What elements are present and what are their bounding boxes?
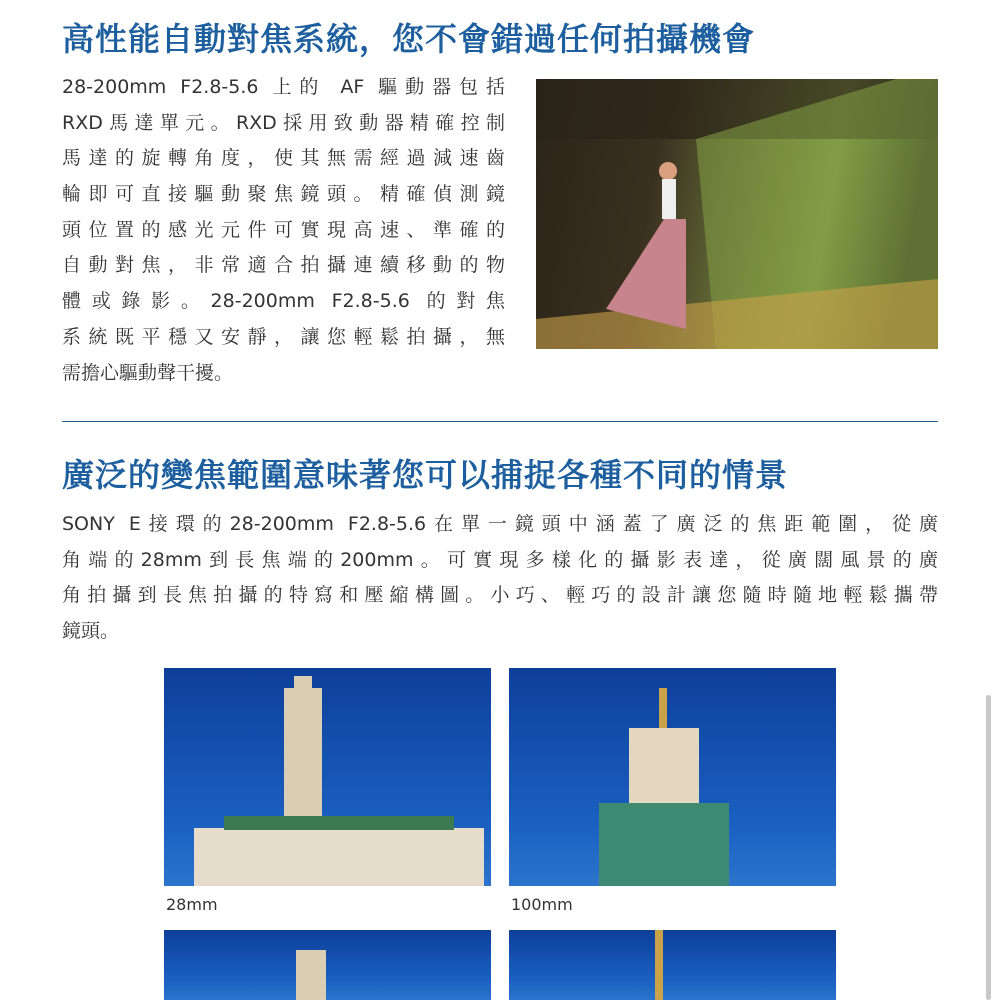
autofocus-description [62,70,505,391]
mosque-photo-28mm [164,668,491,886]
section-heading-zoom-range: 廣泛的變焦範圍意味著您可以捕捉各種不同的情景 [62,456,789,494]
text-line: 角拍攝到長焦拍攝的特寫和壓縮構圖。小巧、輕巧的設計讓您隨時隨地輕鬆攜帶 [62,584,938,607]
text-line: 角端的28mm到長焦端的200mm。可實現多樣化的攝影表達，從廣闊風景的廣 [62,548,938,571]
text-line: 需擔心驅動聲干擾。 [62,361,234,384]
text-line: 體或錄影。28-200mm F2.8-5.6 的對焦 [62,290,505,313]
section-heading-autofocus: 高性能自動對焦系統，您不會錯過任何拍攝機會 [62,20,756,58]
mosque-photo-3 [164,930,491,1000]
mosque-photo-100mm [509,668,836,886]
caption-28mm: 28mm [166,895,218,914]
text-line: RXD馬達單元。RXD採用致動器精確控制 [62,111,505,134]
text-line: 系統既平穩又安靜，讓您輕鬆拍攝，無 [62,325,505,348]
text-line: 鏡頭。 [62,620,120,643]
mosque-photo-4 [509,930,836,1000]
text-line: 自動對焦，非常適合拍攝連續移動的物 [62,254,505,277]
text-line: 28-200mm F2.8-5.6 上的 AF 驅動器包括 [62,76,505,98]
text-line: 馬達的旋轉角度，使其無需經過減速齒 [62,147,505,170]
scrollbar[interactable] [986,695,991,1000]
section-divider [62,421,938,422]
text-line: SONY E接環的28-200mm F2.8-5.6在單一鏡頭中涵蓋了廣泛的焦距範圍，從廣 [62,513,938,535]
dancer-photo [536,79,938,349]
text-line: 輪即可直接驅動聚焦鏡頭。精確偵測鏡 [62,183,505,206]
caption-100mm: 100mm [511,895,573,914]
zoom-range-description [62,507,938,650]
text-line: 頭位置的感光元件可實現高速、準確的 [62,218,505,241]
